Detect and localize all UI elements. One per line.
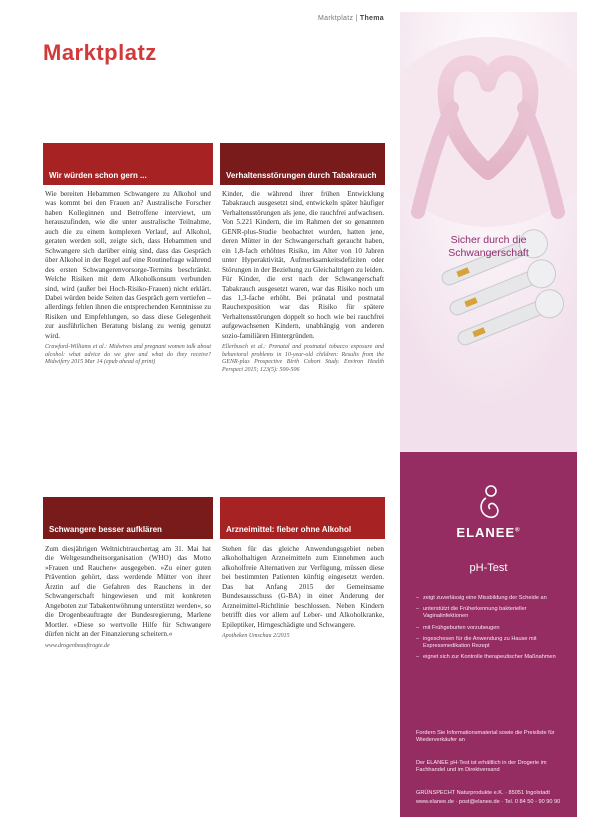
article-heading-2 xyxy=(220,143,385,185)
article-text: Stehen für das gleiche Anwendungsgebiet neben alkoholhaltigen Arzneimitteln zum Einnehmen auch alkoholfreie Alternativen zur Verfügung, müssen diese bei bestimmten Patienten künftig eingesetzt werden. Das hat Anfang 2015 der Gemeinsame Bundesausschuss (G-BA) in einer Änderung der Arzneimittel-Richtlinie beschlossen. Neben Kindern betrifft dies vor allem auf Leber- und Alkoholkranke, Epileptiker, Hirngeschädigte und Schwangere. xyxy=(222,545,384,629)
page-title: Marktplatz xyxy=(43,40,157,65)
article-source: www.drogenbeauftragte.de xyxy=(45,642,110,649)
brand-registered-mark: ® xyxy=(515,527,521,534)
hands-heart-illustration xyxy=(400,12,577,452)
brand-text: ELANEE xyxy=(456,525,516,540)
section-rubric: Marktplatz | Thema xyxy=(318,15,384,22)
article-body-3 xyxy=(45,545,211,650)
tagline-line-2: Schwangerschaft xyxy=(448,247,529,259)
rubric-prefix: Marktplatz xyxy=(318,15,354,22)
tagline-line-1: Sicher durch die xyxy=(450,234,527,246)
advertisement xyxy=(400,12,577,817)
article-body-4 xyxy=(222,545,384,641)
feature-list xyxy=(416,595,568,665)
article-source: Ellerbusch et al.: Prenatal and postnatal tobacco exposure and behavioral problems in 10-year-old children: Results from the GENR-plus Prospective Birth Cohort Study. Environ Health Perspect 2015; 123(5): 500-506 xyxy=(222,344,384,374)
article-text: Zum diesjährigen Weltnichtrauchertag am 31. Mai hat die Weltgesundheitsorganisation (WHO) das Motto »Frauen und Rauchen« ausgegeben. »Zu einer guten Prävention gehört, dass werdende Mütter von ihrer Ärztin auf die Gefahren des Rauchens in der Schwangerschaft hingewiesen und mit konkreten Angeboten zur Tabakentwöhnung unterstützt werden«, so die Drogenbeauftragte der Bundesregierung, Marlene Mortler. »Diese so wertvolle Hilfe für Schwangere dürfen nicht an der Finanzierung scheitern.« xyxy=(45,545,211,639)
feature-item: – ingeschesen für die Anwendung zu Hause mit Expressmedikation Rezept xyxy=(416,636,568,650)
brand-name xyxy=(400,525,577,540)
article-text: Kinder, die während ihrer frühen Entwicklung Tabakrauch ausgesetzt sind, entwickeln später häufiger Verhaltensstörungen als jene, die rauchfrei aufwachsen. Von 5.221 Kindern, die im Rahmen der so genannten GENR-plus-Studie beobachtet wurden, hatten jene, deren Mütter in der Schwangerschaft geraucht haben, ein 1,8-fach erhöhtes Risiko, im Alter von 10 Jahren unter Hyperaktivität, Aufmerksamkeitsdefiziten oder Störungen in der Beziehung zu Gleichaltrigen zu leiden. Für Kinder, die erst nach der Schwangerschaft Tabakrauch ausgesetzt waren, war das Risiko noch um das 1,3-fache erhöht. Bei pränatal und postnatal Rauchexposition war das Risiko für spätere Verhaltensstörungen doppelt so hoch wie bei rauchfrei aufgewachsenen Kindern, unabhängig von anderen sozio-familiären Hintergründen. xyxy=(222,190,384,340)
article-heading-text: Schwangere besser aufklären xyxy=(49,525,162,534)
article-heading-text: Wir würden schon gern ... xyxy=(49,171,147,180)
ad-retail-info: Der ELANEE pH-Test ist erhältlich in der Drogerie im Fachhandel und im Direktversand xyxy=(416,760,547,774)
mother-child-logo-icon xyxy=(474,484,504,520)
article-heading-3 xyxy=(43,497,213,539)
feature-item: – mit Frühgeburten vorzubeugen xyxy=(416,625,568,632)
ad-company: GRÜNSPECHT Naturprodukte e.K. · 85051 Ingolstadt xyxy=(416,790,550,796)
article-heading-1 xyxy=(43,143,213,185)
feature-item: – zeigt zuverlässig eine Missbildung der Scheide an xyxy=(416,595,568,602)
feature-item: – eignet sich zur Kontrolle therapeutischer Maßnahmen xyxy=(416,654,568,661)
article-body-1 xyxy=(45,190,211,367)
article-source: Crawford-Williams et al.: Midwives and pregnant women talk about alcohol: what advice do we give and what do they receive? Midwifery 2015 Mar 14 (epub ahead of print) xyxy=(45,344,211,366)
article-heading-4 xyxy=(220,497,385,539)
article-heading-text: Verhaltensstörungen durch Tabakrauch xyxy=(226,171,377,180)
product-name: pH-Test xyxy=(469,562,508,574)
ad-call-to-action: Fordern Sie Informationsmaterial sowie die Preisliste für Wiederverkäufer an xyxy=(416,730,555,744)
rubric-theme: Thema xyxy=(359,15,384,22)
article-source: Apotheken Umschau 2/2015 xyxy=(222,633,290,640)
ad-tagline xyxy=(400,234,577,260)
article-body-2 xyxy=(222,190,384,375)
feature-item: – unterstützt die Früherkennung bakterieller Vaginalinfektionen xyxy=(416,606,568,620)
ad-contact: www.elanee.de · post@elanee.de · Tel. 0 84 50 - 90 90 90 xyxy=(416,799,561,805)
article-heading-text: Arzneimittel: fieber ohne Alkohol xyxy=(226,525,352,534)
ad-photo-hands-heart xyxy=(400,12,577,452)
article-text: Wie bereiten Hebammen Schwangere zu Alkohol und was kommt bei den Frauen an? Australische Forscher haben Kolleginnen und Betroffene interviewt, um herauszufinden, wie die unter australische Teilnahme, auch die zu einem komplexen Verlauf, auf Alkohol, geraten werden soll, zeigte sich, dass Hebammen und Schwangere sich darüber einig sind, dass das Gespräch über Alkohol in der Regel auf eine Routinefrage während des ersten Schwangerenvorsorge-Termins beschränkt. Welche Risiken mit dem Alkoholkonsum verbunden sind, wird (außer bei Hoch-Risiko-Frauen) nicht erklärt. Dabei würden beide Seiten das Gespräch gern vertiefen – allerdings fehlen ihnen die entsprechenden Kenntnisse zu Risiken und Empfehlungen, so dass diese Gelegenheit zur ausführlichen Beratung bislang zu wenig genutzt wird. xyxy=(45,190,211,340)
